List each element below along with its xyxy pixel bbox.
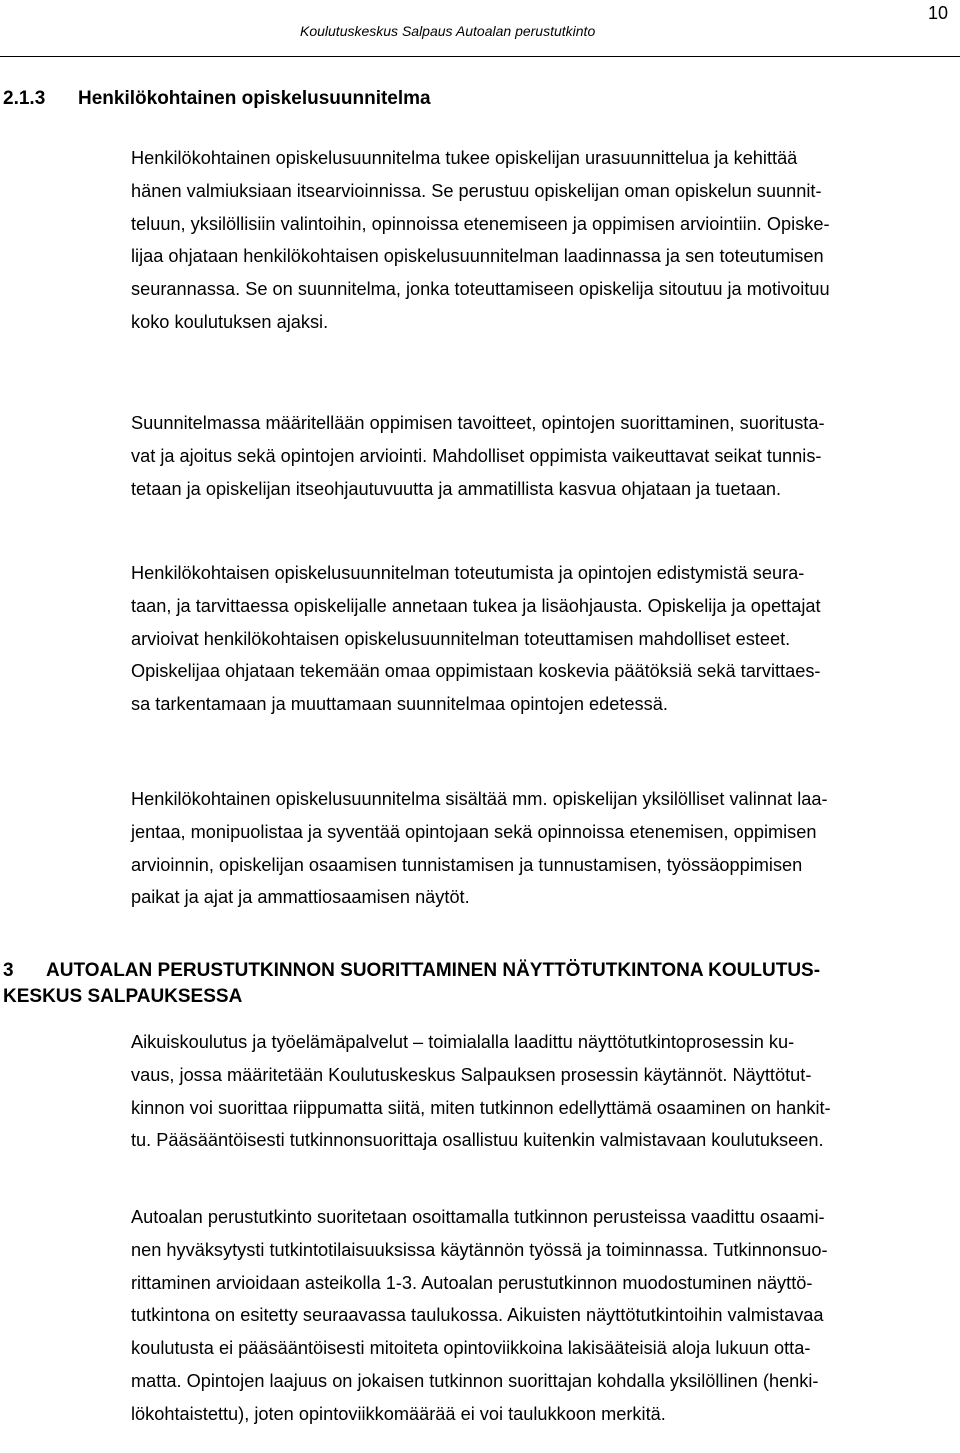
text-line: tu. Pääsääntöisesti tutkinnonsuorittaja osallistuu kuitenkin valmistavaan koulutukseen. [131, 1130, 824, 1151]
text-line: arvioinnin, opiskelijan osaamisen tunnistamisen ja tunnustamisen, työssäoppimisen [131, 854, 803, 875]
text-line: Henkilökohtaisen opiskelusuunnitelman toteutumista ja opintojen edistymistä seura- [131, 563, 805, 583]
text-line: hänen valmiuksiaan itsearvioinnissa. Se perustuu opiskelijan oman opiskelun suunnit- [131, 180, 822, 201]
text-line: kinnon voi suorittaa riippumatta siitä, miten tutkinnon edellyttämä osaaminen on hankit- [131, 1097, 831, 1118]
text-line: koko koulutuksen ajaksi. [131, 311, 329, 332]
text-line: vat ja ajoitus sekä opintojen arviointi. Mahdolliset oppimista vaikeuttavat seikat tunnis- [131, 445, 822, 466]
paragraph [131, 1201, 957, 1431]
text-line: lijaa ohjataan henkilökohtaisen opiskelusuunnitelman laadinnassa ja sen toteutumisen [131, 246, 824, 267]
text-line: sa tarkentamaan ja muuttamaan suunnitelmaa opintojen edetessä. [131, 694, 668, 715]
text-line: Suunnitelmassa määritellään oppimisen tavoitteet, opintojen suorittaminen, suoritusta- [131, 413, 825, 433]
running-header: Koulutuskeskus Salpaus Autoalan perustutkinto [300, 23, 596, 39]
text-line: koulutusta ei pääsääntöisesti mitoiteta opintoviikkoina lakisääteisiä aloja lukuun otta- [131, 1338, 811, 1359]
text-line: paikat ja ajat ja ammattiosaamisen näytöt. [131, 887, 470, 908]
section-title-line: KESKUS SALPAUKSESSA [3, 986, 243, 1007]
paragraph [131, 1026, 957, 1157]
text-line: jentaa, monipuolistaa ja syventää opintojaan sekä opinnoissa etenemisen, oppimisen [131, 821, 817, 842]
paragraph [131, 142, 957, 339]
text-line: vaus, jossa määritetään Koulutuskeskus Salpauksen prosessin käytännöt. Näyttötut- [131, 1064, 812, 1085]
text-line: tutkintona on esitetty seuraavassa taulukossa. Aikuisten näyttötutkintoihin valmistavaa [131, 1305, 824, 1326]
header-rule [0, 56, 960, 57]
text-line: tetaan ja opiskelijan itseohjautuvuutta ja ammatillista kasvua ohjataan ja tuetaan. [131, 478, 782, 499]
text-line: taan, ja tarvittaessa opiskelijalle annetaan tukea ja lisäohjausta. Opiskelija ja opettajat [131, 595, 821, 616]
text-line: Aikuiskoulutus ja työelämäpalvelut – toimialalla laadittu näyttötutkintoprosessin ku- [131, 1032, 795, 1052]
section-number: 3 [3, 960, 14, 981]
text-line: Henkilökohtainen opiskelusuunnitelma tukee opiskelijan urasuunnittelua ja kehittää [131, 148, 798, 168]
section-number: 2.1.3 [3, 88, 46, 109]
section-title: Henkilökohtainen opiskelusuunnitelma [78, 88, 431, 109]
text-line: lökohtaistettu), joten opintoviikkomäärää ei voi taulukkoon merkitä. [131, 1403, 666, 1424]
paragraph [131, 557, 957, 721]
page-number: 10 [927, 3, 948, 23]
text-line: seurannassa. Se on suunnitelma, jonka toteuttamiseen opiskelija sitoutuu ja motivoituu [131, 279, 830, 300]
text-line: Henkilökohtainen opiskelusuunnitelma sisältää mm. opiskelijan yksilölliset valinnat laa- [131, 789, 828, 809]
section-title-line: AUTOALAN PERUSTUTKINNON SUORITTAMINEN NÄYTTÖTUTKINTONA KOULUTUS- [46, 960, 821, 981]
paragraph [131, 783, 957, 914]
text-line: Opiskelijaa ohjataan tekemään omaa oppimistaan koskevia päätöksiä sekä tarvittaes- [131, 661, 821, 682]
text-line: rittaminen arvioidaan asteikolla 1-3. Autoalan perustutkinnon muodostuminen näyttö- [131, 1272, 813, 1293]
text-line: Autoalan perustutkinto suoritetaan osoittamalla tutkinnon perusteissa vaadittu osaami- [131, 1207, 825, 1227]
text-line: matta. Opintojen laajuus on jokaisen tutkinnon suorittajan kohdalla yksilöllinen (henki- [131, 1370, 819, 1391]
text-line: arvioivat henkilökohtaisen opiskelusuunnitelman toteuttamisen mahdolliset esteet. [131, 628, 791, 649]
paragraph [131, 407, 957, 505]
text-line: teluun, yksilöllisiin valintoihin, opinnoissa etenemiseen ja oppimisen arviointiin. Opiske- [131, 213, 830, 234]
text-line: nen hyväksytysti tutkintotilaisuuksissa käytännön työssä ja toiminnassa. Tutkinnonsuo- [131, 1239, 828, 1260]
